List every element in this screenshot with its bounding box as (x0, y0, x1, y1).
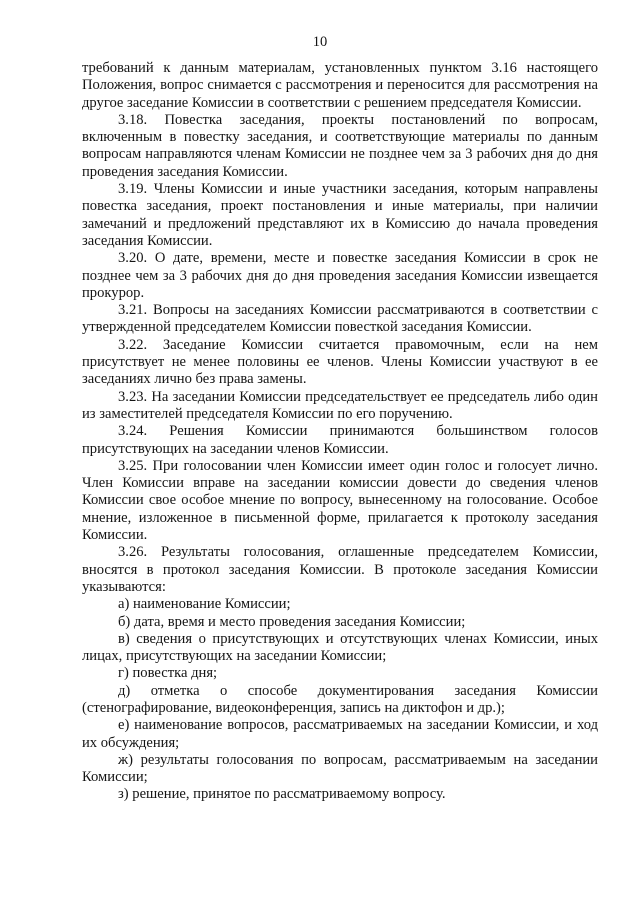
paragraph-continuation: требований к данным материалам, установленных пунктом 3.16 настоящего Положения, вопрос снимается с рассмотрения и переносится для рассмотрения на другое заседание Комиссии в соответствии с решением председателя Комиссии. (82, 60, 598, 111)
list-item-zh: ж) результаты голосования по вопросам, рассматриваемым на заседании Комиссии; (82, 751, 598, 786)
paragraph-3-20: 3.20. О дате, времени, месте и повестке заседания Комиссии в срок не позднее чем за 3 рабочих дня до дня проведения заседания Комиссии извещается прокурор. (82, 250, 598, 301)
list-item-e: е) наименование вопросов, рассматриваемых на заседании Комиссии, и ход их обсуждения; (82, 717, 598, 751)
document-body (82, 60, 598, 804)
paragraph-3-22: 3.22. Заседание Комиссии считается правомочным, если на нем присутствует не менее половины ее членов. Члены Комиссии участвуют в ее заседаниях лично без права замены. (82, 336, 598, 388)
paragraph-3-26: 3.26. Результаты голосования, оглашенные председателем Комиссии, вносятся в протокол заседания Комиссии. В протоколе заседания Комиссии указываются: (82, 544, 598, 595)
paragraph-3-18: 3.18. Повестка заседания, проекты постановлений по вопросам, включенным в повестку заседания, и соответствующие материалы по данным вопросам направляются членам Комиссии не позднее чем за 3 рабочих дня до дня проведения заседания Комиссии. (82, 111, 598, 180)
paragraph-3-24: 3.24. Решения Комиссии принимаются большинством голосов присутствующих на заседании членов Комиссии. (82, 423, 598, 457)
list-item-b: б) дата, время и место проведения заседания Комиссии; (118, 613, 466, 630)
page-number: 10 (312, 34, 328, 50)
list-item-z: з) решение, принятое по рассматриваемому вопросу. (118, 786, 446, 803)
paragraph-3-25: 3.25. При голосовании член Комиссии имеет один голос и голосует лично. Член Комиссии вправе на заседании комиссии довести до сведения членов Комиссии свое особое мнение по вопросу, вынесенному на голосование. Особое мнение, изложенное в письменной форме, прилагается к протоколу заседания Комиссии. (82, 457, 598, 544)
paragraph-3-21: 3.21. Вопросы на заседаниях Комиссии рассматриваются в соответствии с утвержденной председателем Комиссии повесткой заседания Комиссии. (82, 302, 598, 336)
list-item-a: а) наименование Комиссии; (118, 596, 291, 613)
list-item-d: д) отметка о способе документирования заседания Комиссии (стенографирование, видеоконференция, запись на диктофон и др.); (82, 682, 598, 716)
paragraph-3-19: 3.19. Члены Комиссии и иные участники заседания, которым направлены повестка заседания, проект постановления и иные материалы, при наличии замечаний и предложений представляют их в Комиссию до начала проведения заседания Комиссии. (82, 181, 598, 249)
list-item-g: г) повестка дня; (118, 665, 218, 682)
paragraph-3-23: 3.23. На заседании Комиссии председательствует ее председатель либо один из заместителей председателя Комиссии по его поручению. (82, 388, 598, 422)
list-item-v: в) сведения о присутствующих и отсутствующих членах Комиссии, иных лицах, присутствующих на заседании Комиссии; (82, 630, 598, 665)
